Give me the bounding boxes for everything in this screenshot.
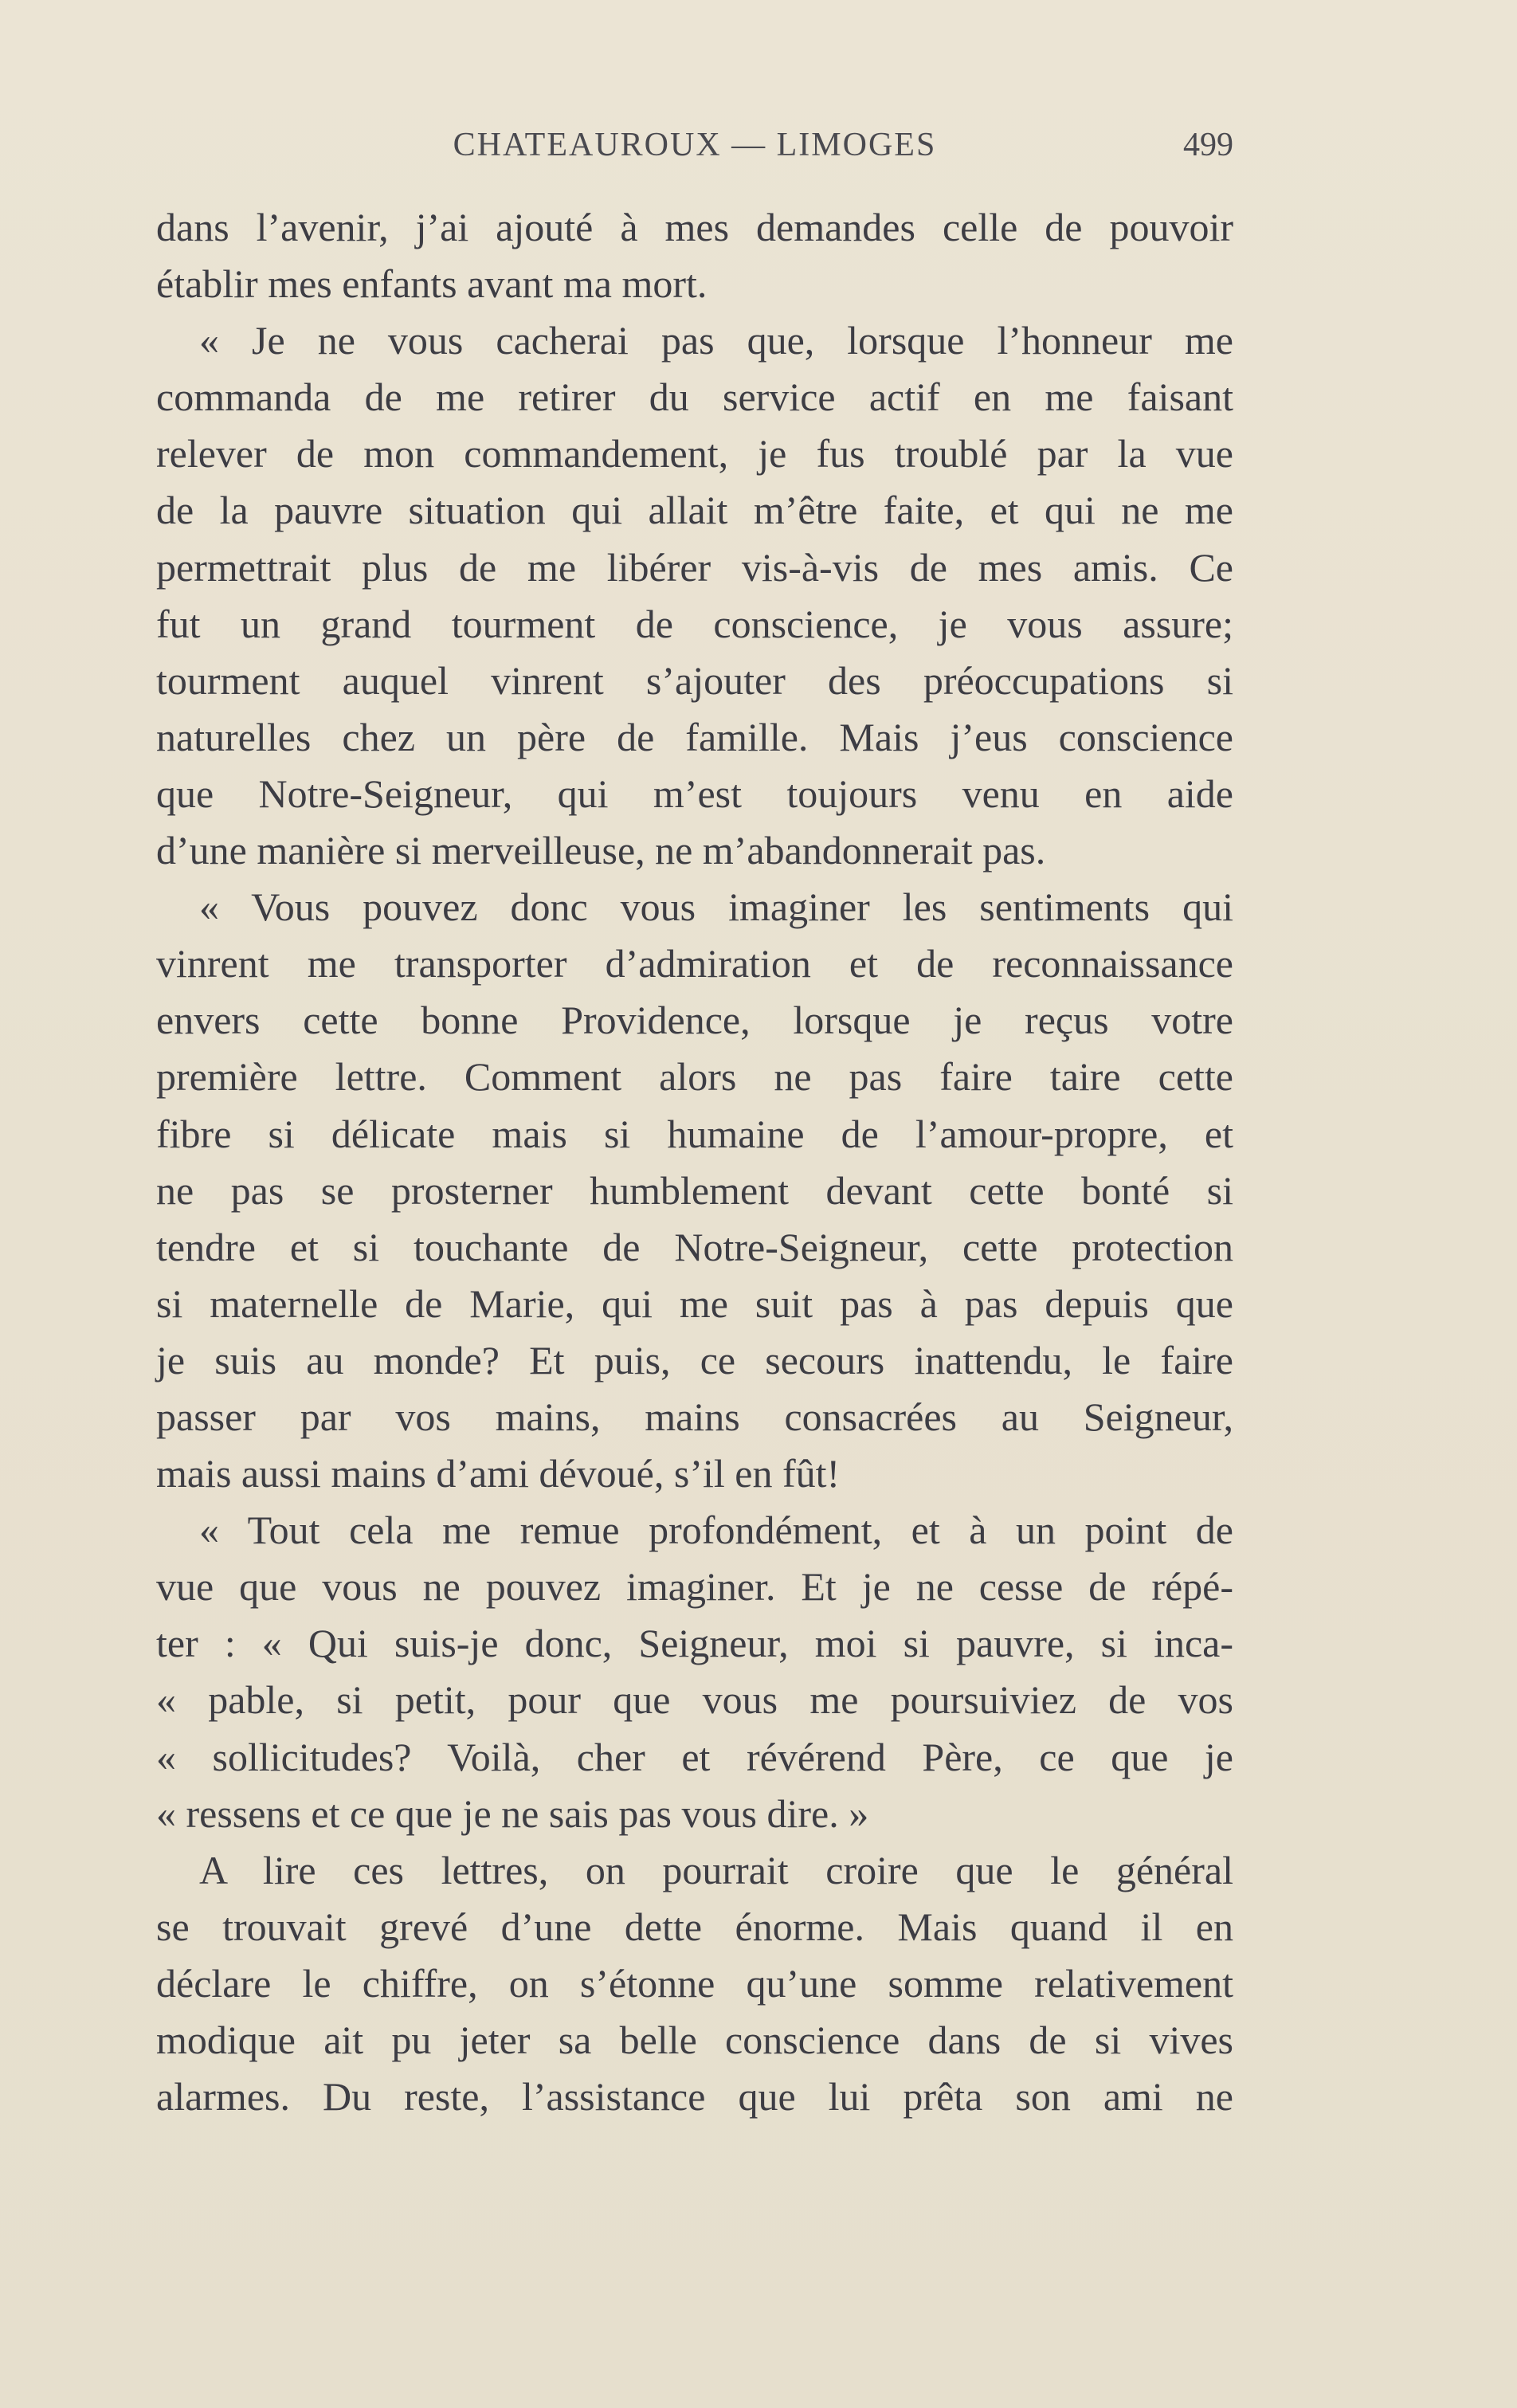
page-header	[156, 126, 1233, 174]
text-line: ne pas se prosterner humblement devant cette bonté si	[156, 1167, 1233, 1213]
body-text	[156, 199, 1233, 2125]
text-line: d’une manière si merveilleuse, ne m’abandonnerait pas.	[156, 828, 1046, 873]
text-line: que Notre-Seigneur, qui m’est toujours venu en aide	[156, 771, 1233, 816]
text-line: « Tout cela me remue profondément, et à un point de	[199, 1508, 1233, 1553]
text-line: A lire ces lettres, on pourrait croire que le général	[199, 1847, 1233, 1892]
text-line: mais aussi mains d’ami dévoué, s’il en fût!	[156, 1451, 841, 1496]
text-line: permettrait plus de me libérer vis-à-vis de mes amis. Ce	[156, 544, 1233, 590]
text-line: déclare le chiffre, on s’étonne qu’une somme relativement	[156, 1960, 1233, 2006]
text-line: « sollicitudes? Voilà, cher et révérend Père, ce que je	[156, 1734, 1233, 1779]
text-line: envers cette bonne Providence, lorsque je reçus votre	[156, 998, 1233, 1043]
text-line: première lettre. Comment alors ne pas faire taire cette	[156, 1054, 1233, 1100]
text-line: « ressens et ce que je ne sais pas vous dire. »	[156, 1790, 869, 1836]
text-line: fibre si délicate mais si humaine de l’amour-propre, et	[156, 1111, 1233, 1156]
text-line: passer par vos mains, mains consacrées au Seigneur,	[156, 1394, 1233, 1439]
text-line: dans l’avenir, j’ai ajouté à mes demandes celle de pouvoir	[156, 205, 1233, 249]
text-line: établir mes enfants avant ma mort.	[156, 261, 708, 307]
text-line: ter : « Qui suis-je donc, Seigneur, moi si pauvre, si inca-	[156, 1621, 1233, 1666]
text-line: « Vous pouvez donc vous imaginer les sentiments qui	[199, 884, 1233, 930]
text-line: relever de mon commandement, je fus troublé par la vue	[156, 431, 1233, 477]
text-line: tourment auquel vinrent s’ajouter des préoccupations si	[156, 657, 1233, 703]
text-line: se trouvait grevé d’une dette énorme. Mais quand il en	[156, 1904, 1233, 1949]
text-line: vue que vous ne pouvez imaginer. Et je ne cesse de répé-	[156, 1564, 1233, 1610]
running-title: CHATEAUROUX — LIMOGES	[453, 127, 937, 163]
text-line: commanda de me retirer du service actif en me faisant	[156, 375, 1233, 420]
text-line: fut un grand tourment de conscience, je vous assure;	[156, 601, 1233, 646]
text-line: « Je ne vous cacherai pas que, lorsque l’honneur me	[199, 318, 1233, 363]
text-line: si maternelle de Marie, qui me suit pas à pas depuis que	[156, 1280, 1233, 1326]
text-line: naturelles chez un père de famille. Mais j’eus conscience	[156, 714, 1233, 759]
text-line: alarmes. Du reste, l’assistance que lui prêta son ami ne	[156, 2074, 1233, 2120]
text-line: modique ait pu jeter sa belle conscience dans de si vives	[156, 2018, 1233, 2062]
text-line: je suis au monde? Et puis, ce secours inattendu, le faire	[156, 1337, 1233, 1382]
page-number: 499	[1183, 127, 1233, 163]
text-line: tendre et si touchante de Notre-Seigneur, cette protection	[156, 1224, 1233, 1269]
text-line: de la pauvre situation qui allait m’être faite, et qui ne me	[156, 488, 1233, 533]
text-line: vinrent me transporter d’admiration et de reconnaissance	[156, 941, 1233, 986]
text-line: « pable, si petit, pour que vous me poursuiviez de vos	[156, 1677, 1233, 1723]
